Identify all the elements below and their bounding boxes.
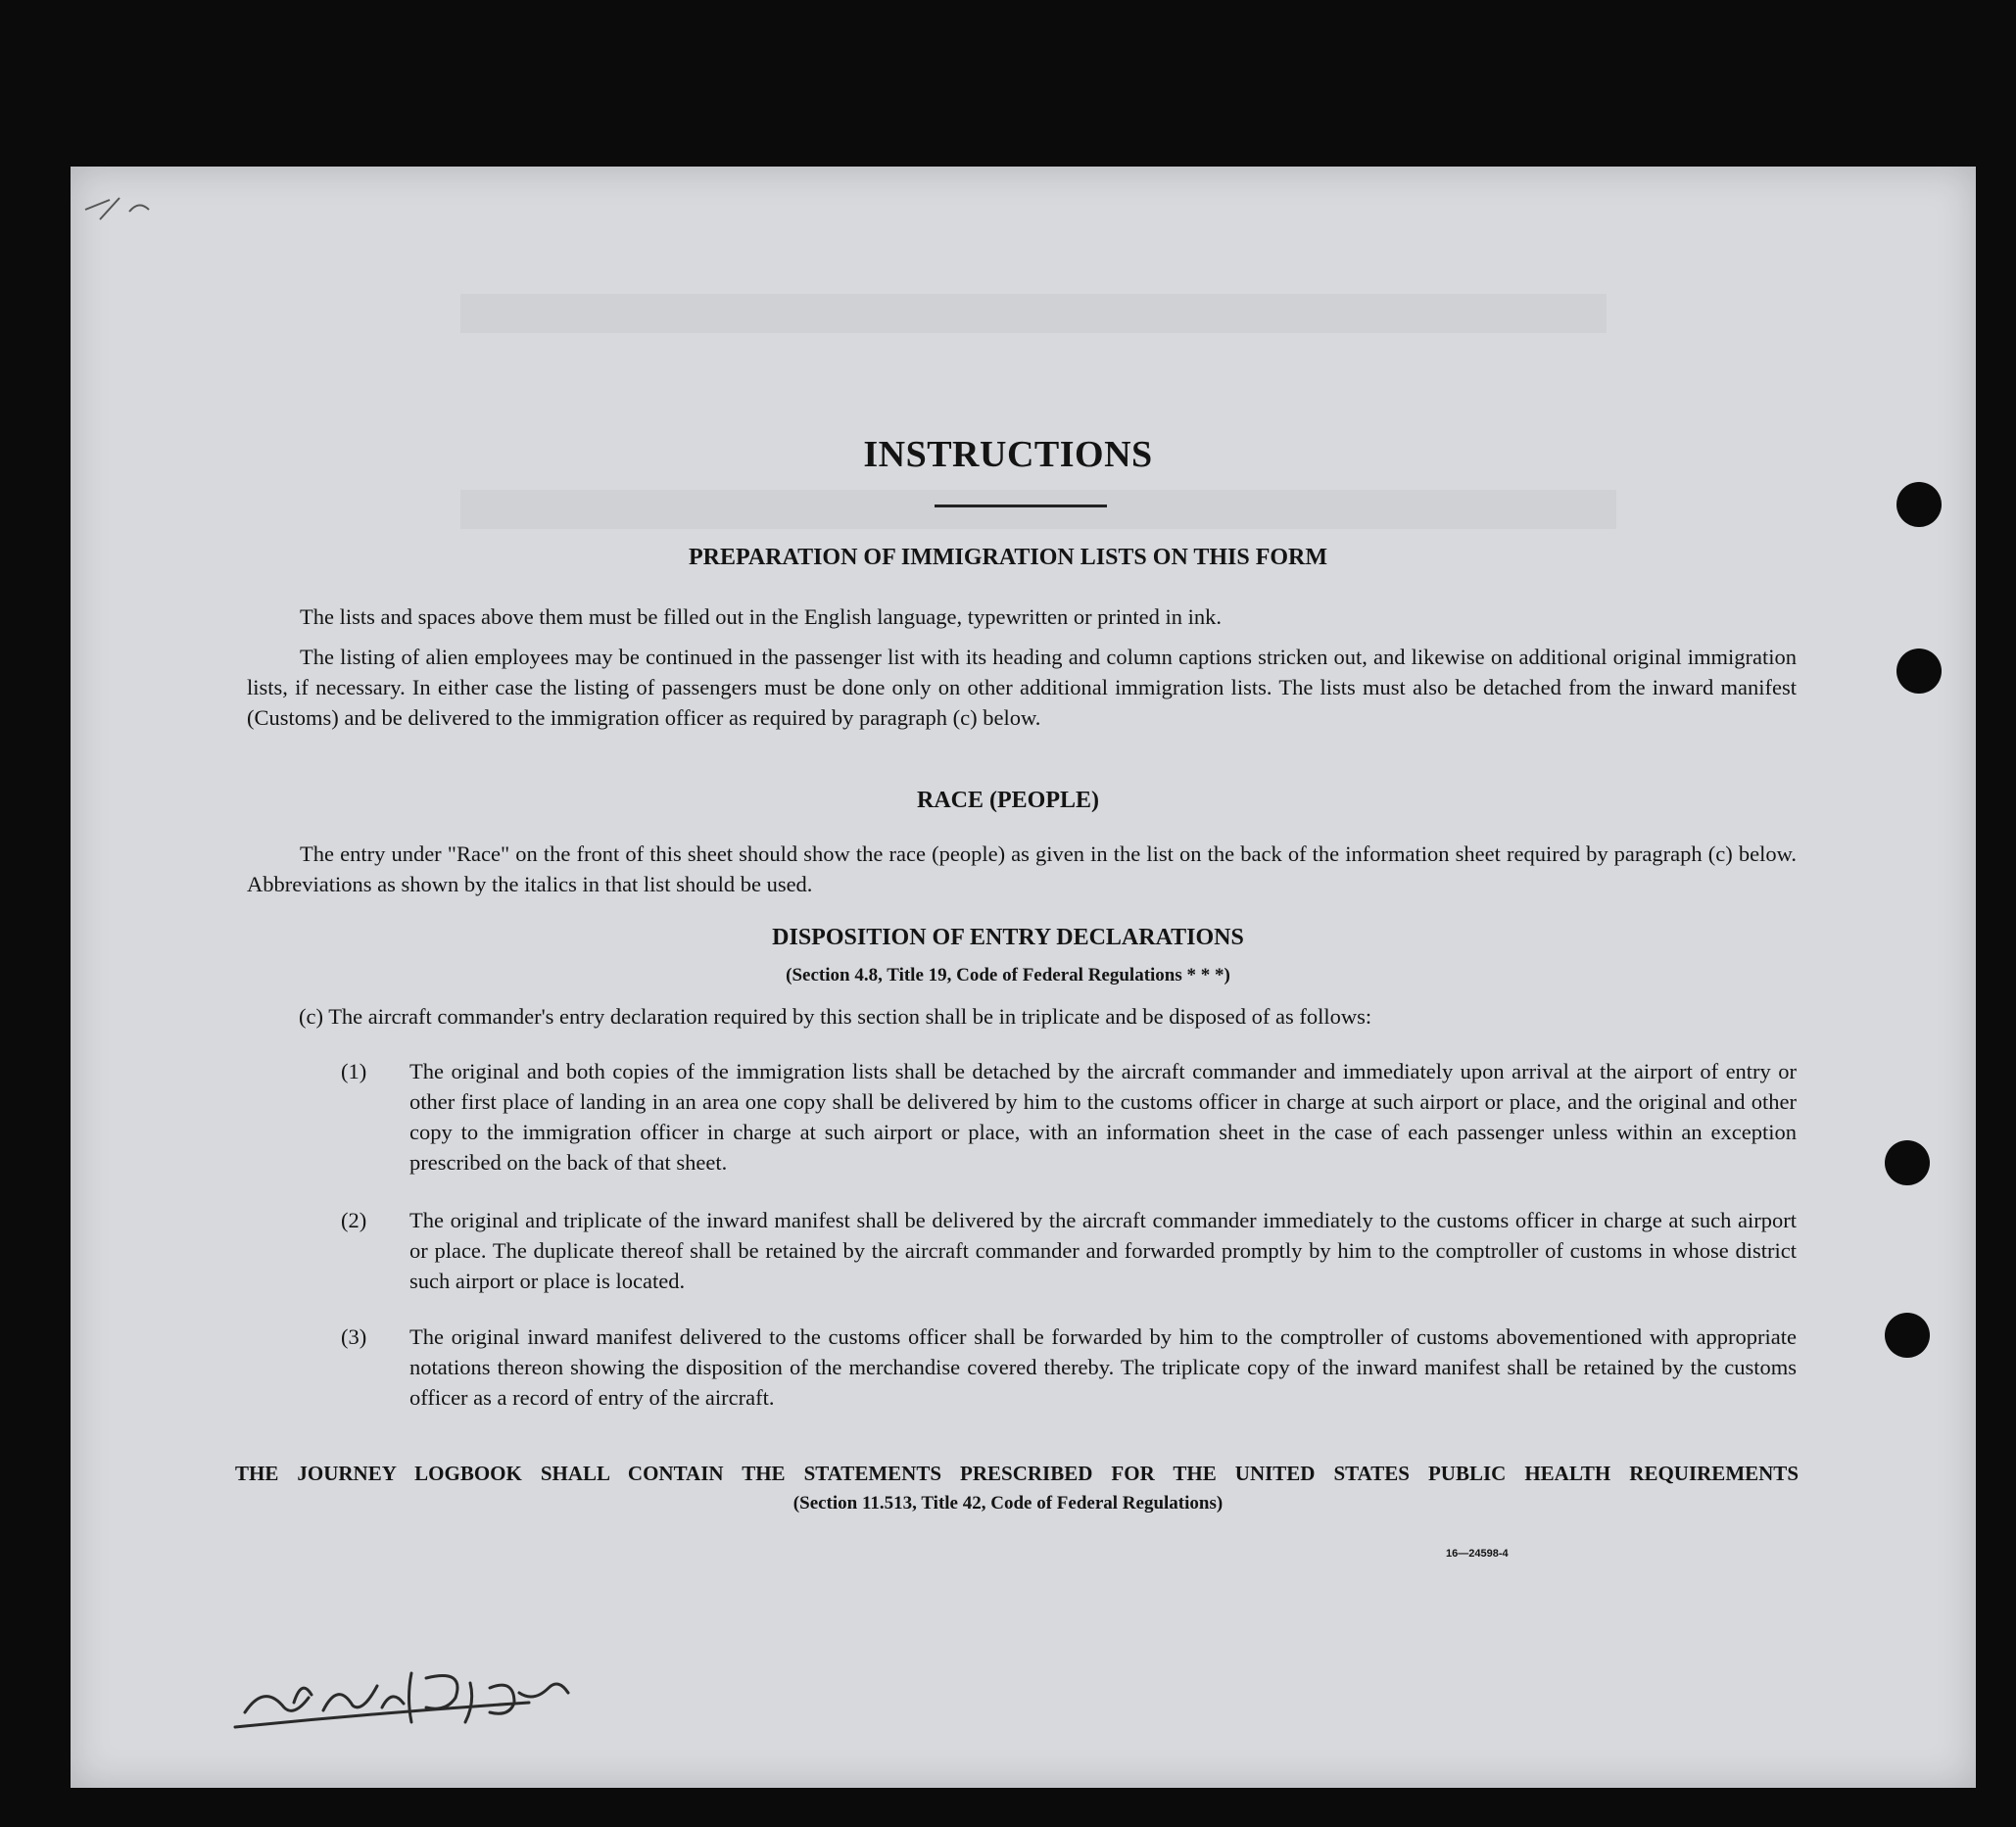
list-item <box>341 1056 1797 1178</box>
list-item <box>341 1205 1797 1296</box>
list-item-text: The original inward manifest delivered to the customs officer shall be forwarded by him to the comptroller of customs abovementioned with appropriate notations thereon showing the disposition of the merchandise covered thereby. The triplicate copy of the inward manifest shall be retained by the customs officer as a record of entry of the aircraft. <box>409 1324 1797 1410</box>
section-heading-race: RACE (PEOPLE) <box>917 788 1099 813</box>
punch-hole <box>1896 649 1942 694</box>
section-heading-disposition: DISPOSITION OF ENTRY DECLARATIONS <box>772 925 1244 950</box>
handwritten-signature <box>225 1634 617 1742</box>
preparation-paragraph-2: The listing of alien employees may be continued in the passenger list with its heading and column captions stricken out, and likewise on additional original immigration lists, if necessary. In either case the listing of passengers must be done only on other additional immigration lists. The lists must also be detached from the inward manifest (Customs) and be delivered to the immigration officer as required by paragraph (c) below. <box>247 645 1797 730</box>
title-underline <box>935 505 1107 507</box>
disposition-reference: (Section 4.8, Title 19, Code of Federal Regulations * * *) <box>786 965 1230 986</box>
page-title: INSTRUCTIONS <box>863 434 1153 475</box>
section-heading-preparation: PREPARATION OF IMMIGRATION LISTS ON THIS FORM <box>688 545 1328 570</box>
list-item <box>341 1322 1797 1413</box>
bleed-through-text <box>460 490 1616 529</box>
list-item-number: (3) <box>341 1324 367 1349</box>
list-item-number: (1) <box>341 1059 367 1083</box>
punch-hole <box>1885 1140 1930 1185</box>
pencil-mark-icon <box>80 190 168 229</box>
list-item-text: The original and both copies of the immigration lists shall be detached by the aircraft commander and immediately upon arrival at the airport of entry or other first place of landing in an area one copy shall be delivered by him to the customs officer in charge at such airport or place, and the original and other copy to the immigration officer in charge at such airport or place, with an information sheet in the case of each passenger unless within an exception prescribed on the back of that sheet. <box>409 1059 1797 1175</box>
preparation-paragraph-1: The lists and spaces above them must be filled out in the English language, typewritten or printed in ink. <box>300 604 1223 629</box>
footer-statement: THE JOURNEY LOGBOOK SHALL CONTAIN THE STATEMENTS PRESCRIBED FOR THE UNITED STATES PUBLIC HEALTH REQUIREMENTS <box>235 1462 1799 1485</box>
list-item-number: (2) <box>341 1208 367 1232</box>
disposition-intro: (c) The aircraft commander's entry declaration required by this section shall be in triplicate and be disposed of as follows: <box>299 1004 1372 1029</box>
form-number: 16—24598-4 <box>1446 1548 1509 1560</box>
footer-reference: (Section 11.513, Title 42, Code of Federal Regulations) <box>792 1493 1224 1514</box>
race-paragraph: The entry under "Race" on the front of this sheet should show the race (people) as given in the list on the back of the information sheet required by paragraph (c) below. Abbreviations as shown by the italics in that list should be used. <box>247 841 1797 896</box>
punch-hole <box>1896 482 1942 527</box>
punch-hole <box>1885 1313 1930 1358</box>
list-item-text: The original and triplicate of the inward manifest shall be delivered by the aircraft commander immediately to the customs officer in charge at such airport or place. The duplicate thereof shall be retained by the aircraft commander and forwarded promptly by him to the comptroller of customs in whose district such airport or place is located. <box>409 1208 1797 1293</box>
bleed-through-text <box>460 294 1607 333</box>
